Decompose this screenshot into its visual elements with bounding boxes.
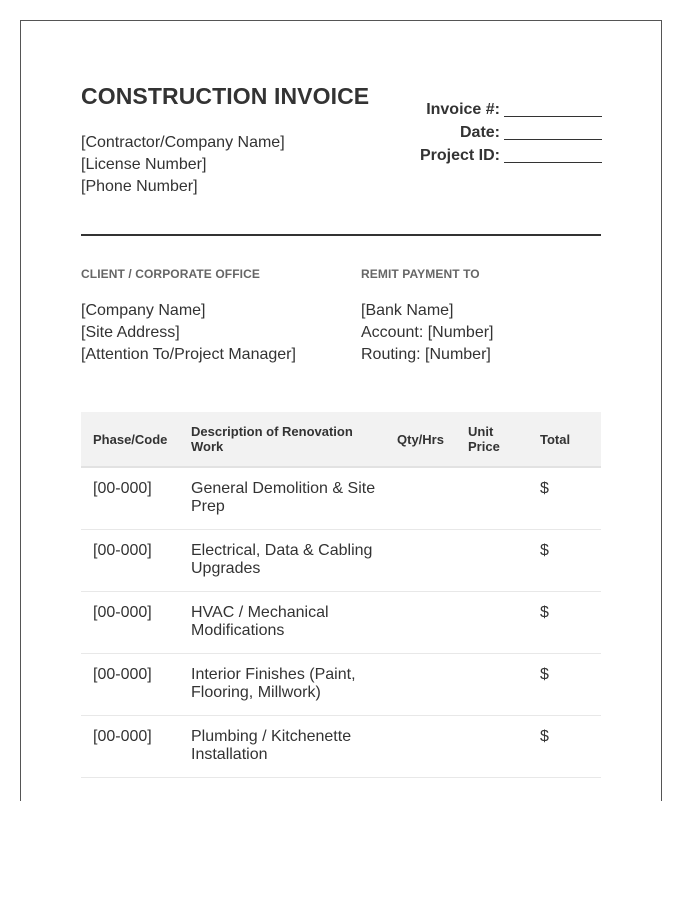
cell-unit-price[interactable] [456,716,528,778]
table-header-row [81,412,601,467]
table-row [81,654,601,716]
header-divider [81,234,601,236]
table-row [81,592,601,654]
cell-description: General Demolition & Site Prep [179,467,385,530]
contractor-name: [Contractor/Company Name] [81,134,285,151]
cell-total: $ [528,592,601,654]
cell-phase: [00-000] [81,530,179,592]
client-company-name: [Company Name] [81,302,206,319]
cell-qty[interactable] [385,530,456,592]
cell-total: $ [528,716,601,778]
remit-routing: Routing: [Number] [361,346,491,363]
table-row [81,467,601,530]
header-qty: Qty/Hrs [385,412,456,467]
cell-description: Plumbing / Kitchenette Installation [179,716,385,778]
cell-phase: [00-000] [81,654,179,716]
cell-total: $ [528,467,601,530]
line-items-table-wrap [81,412,601,778]
cell-description: Electrical, Data & Cabling Upgrades [179,530,385,592]
invoice-number-label: Invoice #: [426,101,500,118]
project-id-row [420,144,602,167]
date-label: Date: [459,124,500,141]
client-attention: [Attention To/Project Manager] [81,346,296,363]
client-section-label: CLIENT / CORPORATE OFFICE [81,267,260,281]
header-description: Description of Renovation Work [179,412,385,467]
table-row [81,530,601,592]
license-number: [License Number] [81,156,207,173]
cell-description: HVAC / Mechanical Modifications [179,592,385,654]
remit-account: Account: [Number] [361,324,494,341]
header-unit-price: Unit Price [456,412,528,467]
header-phase: Phase/Code [81,412,179,467]
cell-phase: [00-000] [81,592,179,654]
phone-number: [Phone Number] [81,178,198,195]
cell-total: $ [528,530,601,592]
cell-unit-price[interactable] [456,592,528,654]
cell-qty[interactable] [385,467,456,530]
table-row [81,716,601,778]
cell-unit-price[interactable] [456,467,528,530]
line-items-table [81,412,601,778]
cell-qty[interactable] [385,654,456,716]
cell-unit-price[interactable] [456,654,528,716]
date-row [420,121,602,144]
invoice-meta [420,98,602,167]
page-cutoff [20,801,662,900]
invoice-number-row [420,98,602,121]
invoice-page [20,20,662,802]
invoice-title: CONSTRUCTION INVOICE [81,83,370,109]
cell-phase: [00-000] [81,467,179,530]
cell-unit-price[interactable] [456,530,528,592]
cell-qty[interactable] [385,592,456,654]
remit-info [361,300,494,366]
project-id-label: Project ID: [419,147,500,164]
cell-qty[interactable] [385,716,456,778]
remit-section-label: REMIT PAYMENT TO [361,267,480,281]
contractor-info [81,132,285,198]
project-id-field[interactable] [504,147,602,163]
cell-description: Interior Finishes (Paint, Flooring, Millwork) [179,654,385,716]
client-site-address: [Site Address] [81,324,180,341]
cell-phase: [00-000] [81,716,179,778]
remit-bank-name: [Bank Name] [361,302,454,319]
invoice-number-field[interactable] [504,101,602,117]
date-field[interactable] [504,124,602,140]
header-total: Total [528,412,601,467]
client-info [81,300,296,366]
cell-total: $ [528,654,601,716]
